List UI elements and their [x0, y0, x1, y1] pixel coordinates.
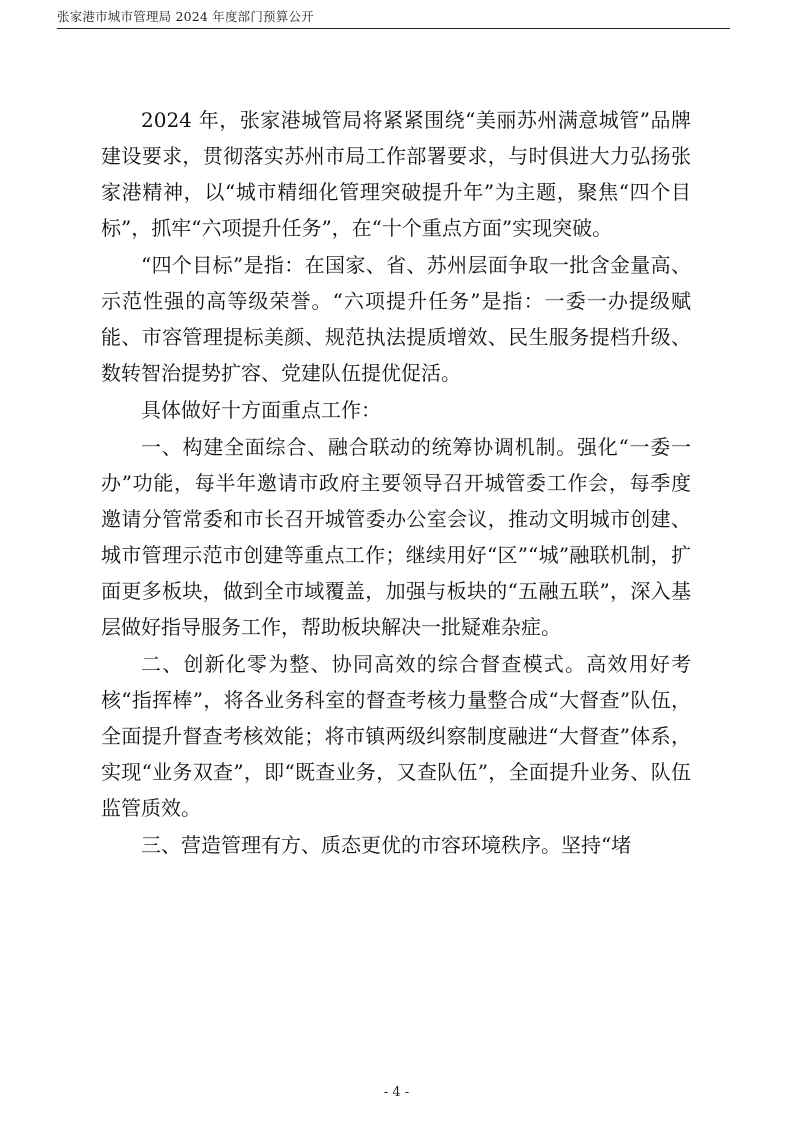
paragraph-ten-aspects-lead: 具体做好十方面重点工作： [141, 398, 381, 422]
page-number: - 4 - [383, 1085, 410, 1100]
running-header: 张家港市城市管理局 2024 年度部门预算公开 [57, 9, 314, 24]
document-body [101, 102, 691, 863]
header-rule [57, 28, 730, 29]
paragraph-four-goals: “四个目标”是指：在国家、省、苏州层面争取一批含金量高、示范性强的高等级荣誉。“六项提升任务”是指：一委一办提级赋能、市容管理提标美颜、规范执法提质增效、民生服务提档升级、数转智治提势扩容、党建队伍提优促活。 [101, 253, 691, 385]
paragraph-item-3: 三、营造管理有方、质态更优的市容环境秩序。坚持“堵 [141, 833, 632, 857]
paragraph-item-1: 一、构建全面综合、融合联动的统筹协调机制。强化“一委一办”功能，每半年邀请市政府主要领导召开城管委工作会，每季度邀请分管常委和市长召开城管委办公室会议，推动文明城市创建、城市管理示范市创建等重点工作；继续用好“区”“城”融联机制，扩面更多板块，做到全市域覆盖，加强与板块的“五融五联”，深入基层做好指导服务工作，帮助板块解决一批疑难杂症。 [101, 435, 691, 639]
paragraph-item-2: 二、创新化零为整、协同高效的综合督查模式。高效用好考核“指挥棒”，将各业务科室的督查考核力量整合成“大督查”队伍，全面提升督查考核效能；将市镇两级纠察制度融进“大督查”体系，实现“业务双查”，即“既查业务，又查队伍”，全面提升业务、队伍监管质效。 [101, 652, 691, 820]
paragraph-intro: 2024 年，张家港城管局将紧紧围绕“美丽苏州满意城管”品牌建设要求，贯彻落实苏州市局工作部署要求，与时俱进大力弘扬张家港精神，以“城市精细化管理突破提升年”为主题，聚焦“四个目标”，抓牢“六项提升任务”，在“十个重点方面”实现突破。 [101, 108, 691, 240]
